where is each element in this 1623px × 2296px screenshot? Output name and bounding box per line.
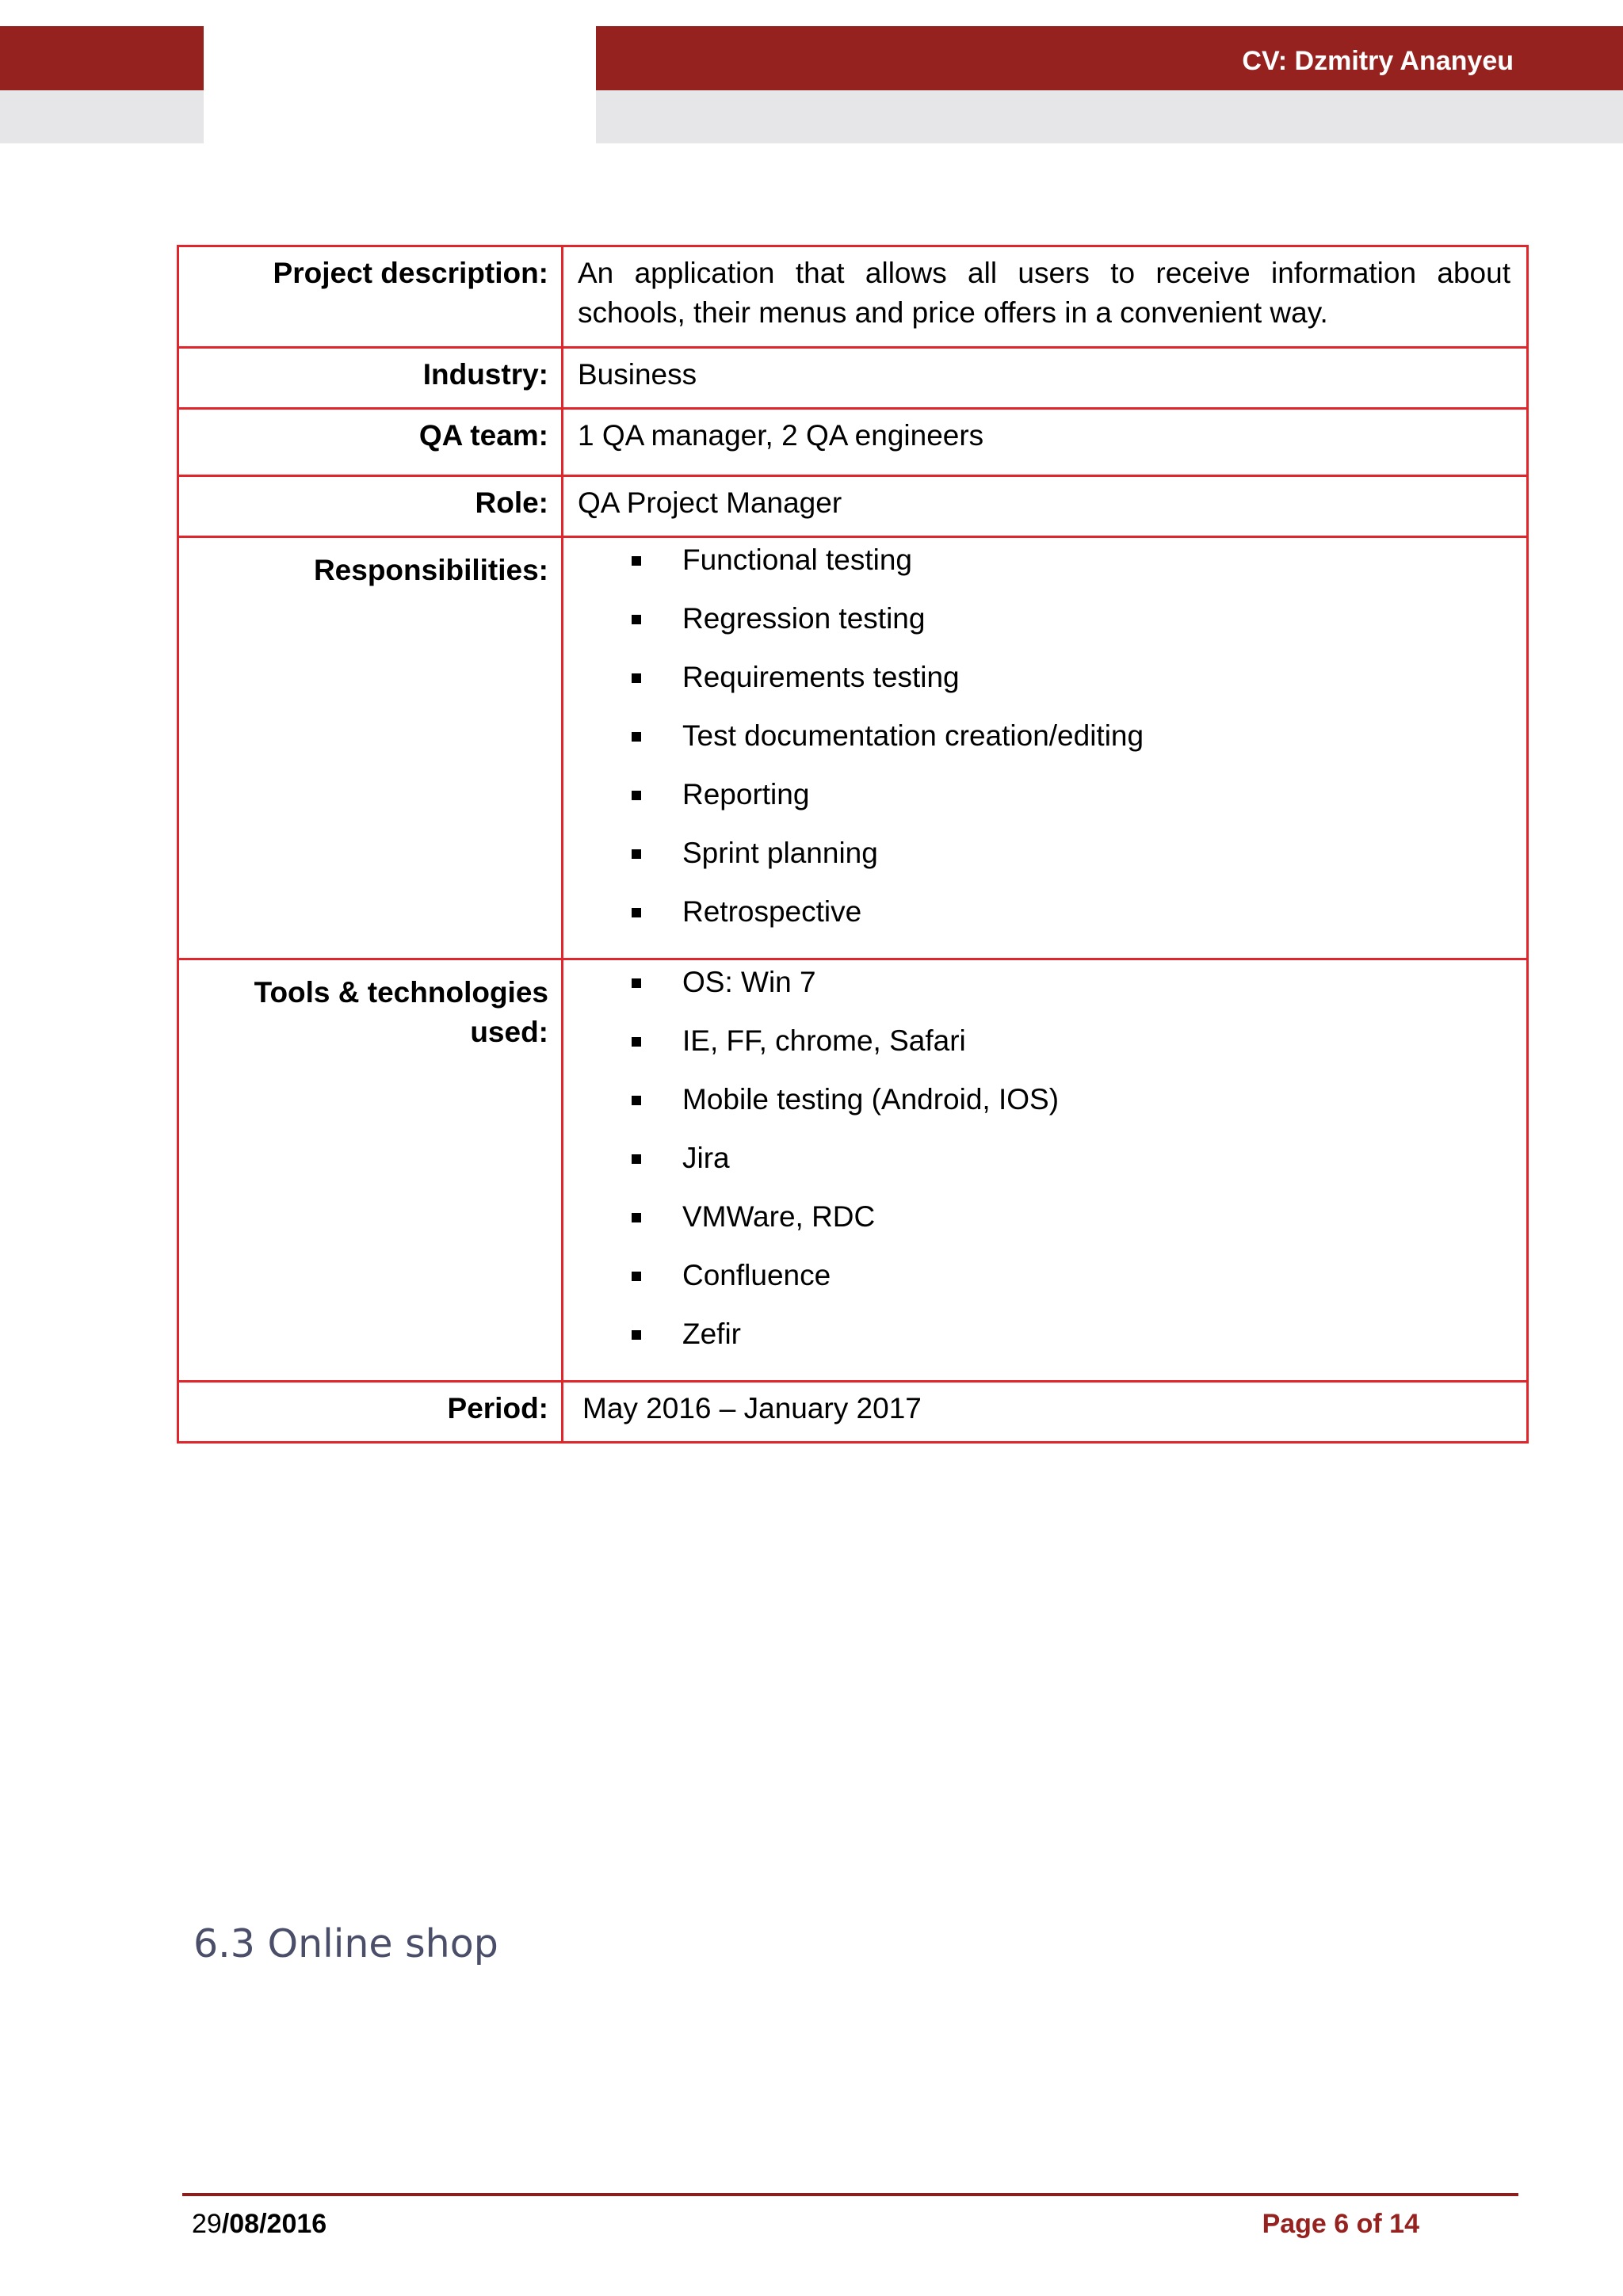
- bullet-square-icon: [632, 1330, 641, 1340]
- table-row-responsibilities: [178, 537, 1528, 959]
- label-responsibilities: Responsibilities:: [178, 537, 563, 959]
- bullet-square-icon: [632, 1154, 641, 1164]
- header-band-left: [0, 26, 204, 90]
- bullet-square-icon: [632, 732, 641, 742]
- list-item: [578, 833, 1510, 892]
- value-responsibilities: [563, 537, 1528, 959]
- tools-list: [578, 963, 1510, 1373]
- list-item: [578, 1080, 1510, 1138]
- footer-date: [192, 2206, 327, 2241]
- table-row-qa-team: [178, 409, 1528, 476]
- list-item: [578, 540, 1510, 599]
- list-item: [578, 1314, 1510, 1373]
- header-band-left-gray: [0, 90, 204, 143]
- list-item-text: Functional testing: [682, 543, 913, 576]
- list-item-text: Regression testing: [682, 602, 926, 635]
- label-industry: Industry:: [178, 348, 563, 409]
- value-role: QA Project Manager: [563, 476, 1528, 537]
- list-item-text: Jira: [682, 1142, 730, 1174]
- value-qa-team: 1 QA manager, 2 QA engineers: [563, 409, 1528, 476]
- list-item: [578, 1021, 1510, 1080]
- bullet-square-icon: [632, 849, 641, 859]
- value-tools: [563, 959, 1528, 1382]
- value-project-description: An application that allows all users to receive information about schools, their menus and price offers in a convenient way.: [563, 246, 1528, 348]
- bullet-square-icon: [632, 1272, 641, 1281]
- list-item-text: Confluence: [682, 1259, 831, 1291]
- footer-date-day: 29: [192, 2209, 222, 2239]
- list-item: [578, 775, 1510, 833]
- list-item-text: Requirements testing: [682, 661, 960, 693]
- project-table: [177, 245, 1529, 1444]
- footer-rule: [182, 2193, 1518, 2196]
- list-item-text: OS: Win 7: [682, 966, 816, 998]
- list-item-text: Mobile testing (Android, IOS): [682, 1083, 1060, 1116]
- list-item-text: VMWare, RDC: [682, 1200, 876, 1233]
- section-heading: 6.3 Online shop: [193, 1921, 498, 1966]
- table-row-description: [178, 246, 1528, 348]
- list-item: [578, 963, 1510, 1021]
- label-project-description: Project description:: [178, 246, 563, 348]
- table-row-industry: [178, 348, 1528, 409]
- list-item: [578, 658, 1510, 716]
- label-period: Period:: [178, 1382, 563, 1443]
- label-tools-line2: used:: [470, 1016, 548, 1048]
- bullet-square-icon: [632, 1096, 641, 1105]
- table-row-tools: [178, 959, 1528, 1382]
- label-tools-line1: Tools & technologies: [254, 976, 548, 1009]
- list-item-text: Test documentation creation/editing: [682, 719, 1144, 752]
- value-industry: Business: [563, 348, 1528, 409]
- responsibilities-list: [578, 540, 1510, 951]
- list-item: [578, 1197, 1510, 1256]
- bullet-square-icon: [632, 673, 641, 683]
- label-tools: [178, 959, 563, 1382]
- bullet-square-icon: [632, 978, 641, 988]
- table-row-role: [178, 476, 1528, 537]
- bullet-square-icon: [632, 615, 641, 624]
- bullet-square-icon: [632, 908, 641, 917]
- list-item: [578, 716, 1510, 775]
- list-item: [578, 892, 1510, 951]
- label-qa-team: QA team:: [178, 409, 563, 476]
- header-band-right-gray: [596, 90, 1623, 143]
- table-row-period: [178, 1382, 1528, 1443]
- bullet-square-icon: [632, 556, 641, 566]
- footer-page-number: Page 6 of 14: [1262, 2209, 1419, 2239]
- header-title: CV: Dzmitry Ananyeu: [1242, 46, 1514, 76]
- bullet-square-icon: [632, 791, 641, 800]
- list-item: [578, 599, 1510, 658]
- list-item: [578, 1256, 1510, 1314]
- footer-date-rest: /08/2016: [221, 2209, 327, 2239]
- bullet-square-icon: [632, 1037, 641, 1047]
- list-item-text: IE, FF, chrome, Safari: [682, 1024, 966, 1057]
- list-item-text: Zefir: [682, 1318, 741, 1350]
- list-item: [578, 1138, 1510, 1197]
- list-item-text: Reporting: [682, 778, 810, 810]
- list-item-text: Sprint planning: [682, 837, 878, 869]
- value-period: May 2016 – January 2017: [563, 1382, 1528, 1443]
- bullet-square-icon: [632, 1213, 641, 1222]
- list-item-text: Retrospective: [682, 895, 862, 928]
- label-role: Role:: [178, 476, 563, 537]
